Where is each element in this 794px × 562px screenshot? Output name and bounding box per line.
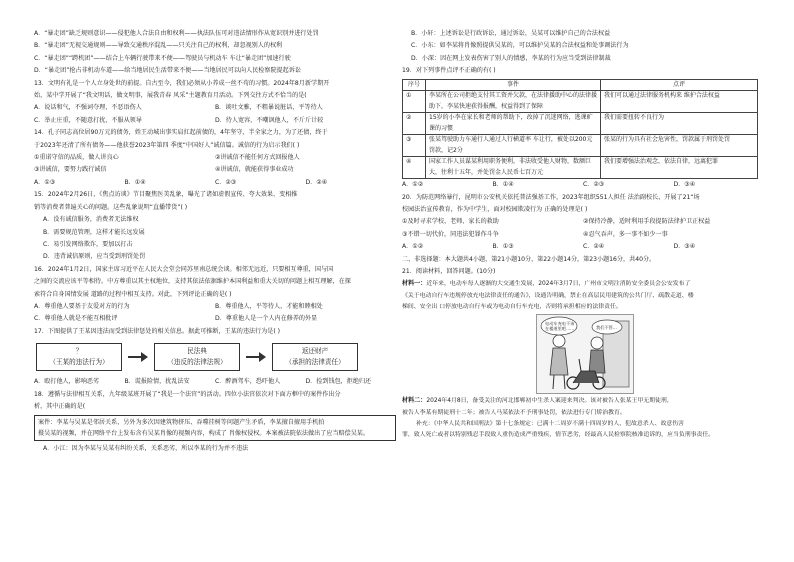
q13-stem-1: 13．文明有礼是一个人立身处世的前提。自古至今，我们必须从小养成一丝不苟的习惯。2024年8月新学期开 [34,79,330,87]
q18-option-d: D．小深：因在网上发表伤害了别人的情感，李某的行为应当受到法律制裁 [411,54,611,62]
q16-stem-3: 索符合自身国情发展 道路的过程中相互支持。对此，下列评论正确的是( ) [34,290,232,298]
q20-stem-1: 20．为防范网络暴行，昆明市公安机关依托普法强基工作，2023年组织551人担任 法治副校长，开展了21“场 [402,193,700,201]
q12-option-c: C．“暴走团”“跨机团”——结合上车辆行驶带来不便——驾驶员与机动车 车让“暴走团”加速行驶 [34,54,291,62]
q13-stem-2: 始，某中学开展了“我文明话，做文明事，展我青春 风采”主题教育月活动。下列交往方式不恰当的是( [34,92,307,100]
q13-option-d: D．待人宽容，不嘲讽他人，不斤斤计较 [215,116,324,124]
table-cell-no: ④ [403,157,426,179]
q16-stem-1: 16．2024年1月2日，国家主席习近平在人民大会堂会同苏里南总统会谈。相邻无远近，只要相互尊重，国与国 [34,265,334,273]
material1-line-2: 《关于电动自行车违规停放充电法律责任的通告》，设通告明确，禁止在高层民用建筑的公共门厅、疏散走道、楼 [402,292,694,299]
q19-stem: 19．对下列事件点评不正确的有( ) [402,67,496,75]
q14-stem-1: 14．孔子同志高位居90万元的债务，姓王动城出事实肩扛起前债的，4年坚守，半全家之力，为了还债，终于 [34,129,328,137]
flow-box-liability [272,343,358,371]
q18-case-line-2: 摄吴某的视频，并在网络平台上发布含有吴某肖像的视频内容，构成了 肖像权侵权。本案被法院依法做出了应当赔偿吴某。 [38,430,369,438]
right-column [402,28,764,441]
flow-box-law-top: 民法典 [187,347,207,356]
q14-answers [34,177,396,189]
q14-item-4: ④讲诚信，就能获得事业成功 [215,166,294,174]
q15-stem-2: 销等消费者普遍关心的问题。这些乱象说明“直播带货”( ) [34,203,188,211]
q14-answer-a: A．①③ [34,178,56,186]
table-row [403,113,758,135]
q17-option-a: A．殴打他人，影响恶劣 [34,378,100,386]
q13-option-a: A．说话和气，不强词夺理，不恶语伤人 [34,104,142,112]
q17-stem: 17．下图提供了王某因违法而受到法律惩处的相关信息。据此可推断，王某的违法行为是( ) [34,327,281,335]
bubble-left-text [545,320,576,332]
q20-answer-a: A．①② [402,243,424,251]
table-cell-no: ① [403,91,426,113]
q17-options [34,376,396,388]
table-cell-no: ③ [403,135,426,157]
flow-box-law [154,343,240,371]
right-arrow-icon [128,352,148,362]
q17-option-b: B．谎报险情，扰乱法安 [124,378,190,386]
q12-option-d: D．“暴走团”抢占非机动车道——给当地居民生活带来不便——当地居民可以向人民检察院提起诉讼 [34,67,301,75]
q20-items-row1 [402,216,764,228]
q20-item-2: ②保持冷静，适时利用手段提防法律护卫正权益 [583,218,711,226]
q16-option-c: C．尊重他人就是不能互相批评 [34,315,118,323]
table-header-event: 事件 [426,79,601,91]
cartoon-area [402,313,764,395]
table-cell-event: 15岁的小李在家长和老师的帮助下，改掉了沉迷网络，逃课旷课的习惯 [426,113,601,135]
q15-stem-1: 15．2024年2月26日，《焦点访谈》节目聚焦医美乱象，曝光了诸如虚假宣传、夸大效果、变相推 [34,191,298,199]
flow-box-violation [36,343,122,371]
q13-option-b: B．谈吐文雅，不粗暴说脏话，平等待人 [215,104,323,112]
q14-items-row1 [34,152,396,164]
table-row [403,91,758,113]
q16-option-d: D．尊重他人是一个人内在修养的外显 [215,315,318,323]
material2-text-1: 2024年4月8日，备受关注的河北邯郸初中生杀人案迎来判决。该对被告人张某王甲无期徒刑， [426,398,673,405]
table-cell-comment: 张某的行为具有社会危害性，罚款属于刑罚处罚 [601,135,758,157]
section-two-heading: 二、非选择题：本大题共4小题，第21小题10分，第22小题14分，第23小题16分，共40分。 [402,255,656,263]
table-row [403,157,758,179]
left-column [34,28,396,456]
q20-stem-2: 校园法治宣传教育，作为中学生，面对校园欺凌行为 正确的处理是( ) [402,205,588,213]
flow-box-liability-top: 返还财产 [301,347,329,356]
table-row [403,135,758,157]
q18-case-line-1: 案件：李某与吴某是邻居关系，另外为多次因建筑物挤压、吞噬挂树等问题产生矛盾，李某擅自擅用手机拍 [38,419,325,427]
q20-item-1: ①及时寻求学校、老师、家长的救助 [402,218,499,226]
table-header-no: 序号 [403,79,426,91]
table-cell-comment: 我们要增强法治观念，依法自律，远离犯罪 [601,157,758,179]
material1-label: 材料一： [402,280,427,288]
q17-flow-diagram [36,340,396,374]
material2-label: 材料二： [402,397,427,405]
material1-text-1: 近年来，电动车每人逐渐的大交通生发展，2024年3月7日，广州市文明注消防安全委员会公安发布了 [426,281,691,288]
q18-option-a: A．小江：因为李某与吴某有纠纷关系，关系恶劣，所以李某的行为并不违法 [43,445,249,453]
q16-stem-2: 之间的交流应该平等相待。中方尊重以其主权地位，支持其依法依据维护本国利益和重大关切的问题上相互理解，在探 [34,278,351,286]
flow-box-law-bottom: （违反的法律法规） [167,358,227,367]
q20-answer-c: C．②④ [583,243,605,251]
q14-answer-b: B．①④ [124,178,146,186]
q13-option-c: C．举止庄重，不随意打扰，不服从领导 [34,116,142,124]
table-cell-event: 张某驾驶助力车通行人通过人行横道率 车让行，被处以200元罚款，记2分 [426,135,601,157]
flow-box-liability-bottom: （承担的法律责任） [285,358,345,367]
q16-options-row2 [34,313,396,325]
bubble-left-line-1: 电动车充电不该 [545,321,575,327]
flow-box-violation-bottom: （王某的违法行为） [49,358,109,367]
material1-line-1 [402,278,764,290]
q16-option-a: A．尊重他人要基于友爱对方的行为 [34,302,130,310]
q14-stem-2: 于2023年还清了所有债务——他获誉2023年第四 季度“中国好人”诚信篇。诚信的行为启示我们( ) [34,141,300,149]
cartoon-image [536,314,634,394]
q18-stem-2: 析，其中正确的是( [34,402,86,410]
q20-answer-d: D．③④ [673,243,696,251]
cartoon-drawing [537,315,633,393]
q20-item-4: ④忍气吞声，多一事不如少一事 [583,230,668,238]
q14-item-3: ③讲诚信，要努力践行诚信 [34,166,107,174]
q20-item-3: ③不错一切代价，同违法犯罪作斗争 [402,230,499,238]
q15-option-b: B．需要规范管理，这样才能长远发展 [43,228,145,236]
q16-options-row1 [34,301,396,313]
table-cell-event: 李某所在公司拒绝支付其工资并欠款，在法律援助中心的法律援助下，李某快速获得报酬，权益得到了保障 [426,91,601,113]
q15-option-a: A．没有诚信服务，消费者无法维权 [43,216,139,224]
table-cell-no: ② [403,113,426,135]
q14-answer-c: C．②③ [215,178,237,186]
q12-option-a: A．“暴走团”缺乏规则意识——侵犯他人合法自由和权利——执法队伍可对违法情形作从宽识别并进行处罚 [34,30,319,37]
q19-answer-d: D．③④ [673,181,696,189]
right-arrow-icon [246,352,266,362]
q15-option-c: C．易引发网络欺诈，要加以打击 [43,240,133,248]
q12-option-b: B．“暴走团”无视交通规则——导致交通秩序混乱——只关注自己的权利，却忽视别人的权利 [34,42,283,50]
q19-event-table [402,79,758,180]
q14-item-2: ②讲诚信不能任何方式回报他人 [215,154,300,162]
material2-line-1 [402,395,764,407]
material2-line-4: 罪，致人死亡或者以特别残忍手段致人重伤造成严重残疾，情节恶劣，经最高人民检察院核准追诉的，应当负刑事责任。 [402,432,715,438]
q19-answer-a: A．①② [402,181,424,189]
flow-box-violation-top: ？ [75,347,83,356]
material2-line-2: 被告人李某有期徒刑十二年；被告人马某依法不予刑事处罚，依法进行专门矫治教育。 [402,409,626,416]
q19-answer-c: C．②③ [583,181,605,189]
table-cell-comment: 我们需要扭转不良行为 [601,113,758,135]
material1-line-3: 梯间、安全出 口停放电动自行车或为电动自行车充电，否则将承担相应的法律责任。 [402,303,622,310]
q17-option-d: D．捡到钱包，拒绝归还 [305,378,372,386]
q16-option-b: B．尊重他人，平等待人，才能和睦相处 [215,302,323,310]
table-cell-comment: 我们可以通过法律服务机构来 维护合法权益 [601,91,758,113]
table-cell-event: 国家工作人员谋某利用职务便利，非法收受他人财物，数额巨大，往利十五年，并处罚金人民币七百万元 [426,157,601,179]
q19-answer-b: B．①④ [492,181,514,189]
bubble-left-line-2: 在楼道里吧…… [545,326,575,332]
q14-items-row2 [34,164,396,176]
q13-options-row1 [34,102,396,114]
q14-answer-d: D．②④ [305,178,328,186]
q18-option-c: C．小东：如李某将肖像照提供吴某的，可以维护吴某的合法权益和处事调法行为 [411,42,629,50]
q18-case-box [34,415,396,441]
table-header-row [403,79,758,91]
q14-item-1: ①重诺守信的品质，做人讲良心 [34,154,119,162]
table-header-comment: 点评 [601,79,758,91]
q20-items-row2 [402,229,764,241]
q15-option-d: D．违背诚信原则，应当受到刑罚处罚 [43,253,146,261]
q18-option-b: B．小轩：上述诉讼是行政诉讼，通过诉讼，吴某可以维护自己的合法权益 [411,30,611,37]
q20-answers [402,241,764,253]
q20-answer-b: B．①③ [492,243,514,251]
q21-stem: 21．阅读材料，回答问题。(10分) [402,267,496,275]
q18-stem-1: 18．遵循与法律相互关系，九年级某班开展了“我是一个法官”的活动。四位小法官依次对下面方框中的案件作出分 [34,390,341,398]
material2-line-3: 补充：《中华人民共和国刑法》第十七条规定：已满十二周岁不满十四周岁的人，犯故意杀人、故意伤害 [416,420,685,427]
q19-answers [402,179,764,191]
q13-options-row2 [34,115,396,127]
bubble-right-text: 我们不管… [596,325,617,331]
q17-option-c: C．醉酒驾车，恐吓他人 [215,378,281,386]
